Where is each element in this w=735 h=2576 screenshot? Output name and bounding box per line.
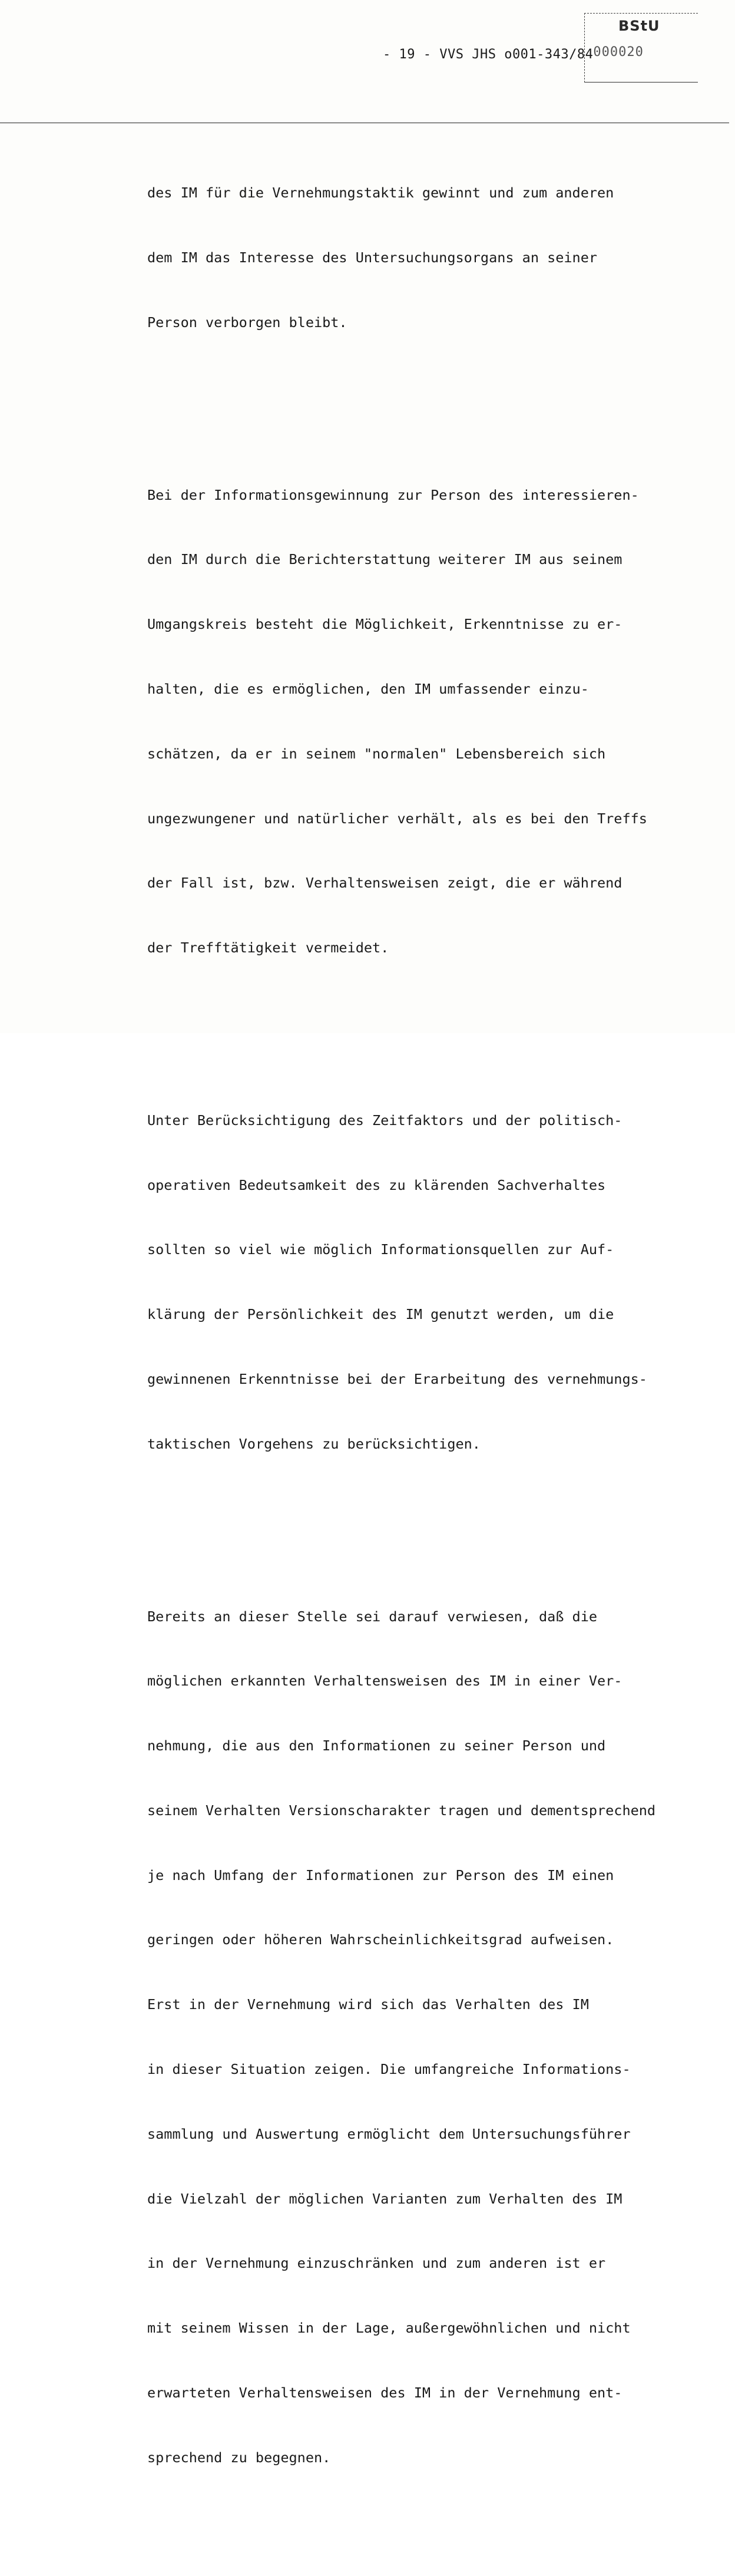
text-line: Erst in der Vernehmung wird sich das Verhalten des IM — [147, 1996, 589, 2013]
text-line: sprechend zu begegnen. — [147, 2449, 331, 2466]
body-text — [147, 96, 701, 2576]
archive-stamp-label: BStU — [618, 18, 660, 34]
document-reference: VVS JHS o001-343/84 — [439, 47, 594, 62]
page-header — [383, 47, 644, 62]
text-line: Bei der Informationsgewinnung zur Person des interessieren- — [147, 486, 639, 503]
text-line: ungezwungener und natürlicher verhält, als es bei den Treffs — [147, 810, 647, 827]
text-line: der Trefftätigkeit vermeidet. — [147, 939, 389, 956]
text-line: klärung der Persönlichkeit des IM genutzt werden, um die — [147, 1306, 614, 1323]
text-line: je nach Umfang der Informationen zur Person des IM einen — [147, 1866, 614, 1884]
paragraph-3 — [147, 1067, 701, 1498]
text-line: Unter Berücksichtigung des Zeitfaktors und der politisch- — [147, 1111, 623, 1129]
text-line: Person verborgen bleibt. — [147, 314, 347, 331]
text-line: in der Vernehmung einzuschränken und zum anderen ist er — [147, 2255, 606, 2272]
text-line: taktischen Vorgehens zu berücksichtigen. — [147, 1435, 481, 1452]
text-line: die Vielzahl der möglichen Varianten zum Verhalten des IM — [147, 2190, 623, 2207]
text-line: Umgangskreis besteht die Möglichkeit, Erkenntnisse zu er- — [147, 616, 623, 633]
text-line: der Fall ist, bzw. Verhaltensweisen zeigt, die er während — [147, 875, 623, 892]
text-line: den IM durch die Berichterstattung weiterer IM aus seinem — [147, 551, 623, 568]
text-line: dem IM das Interesse des Untersuchungsorgans an seiner — [147, 249, 598, 266]
text-line: operativen Bedeutsamkeit des zu klärenden Sachverhaltes — [147, 1176, 606, 1193]
text-line: mit seinem Wissen in der Lage, außergewöhnlichen und nicht — [147, 2320, 631, 2337]
text-line: sollten so viel wie möglich Informationsquellen zur Auf- — [147, 1241, 614, 1258]
page-number: - 19 - — [383, 47, 432, 62]
archive-page-number: 000020 — [593, 45, 644, 60]
text-line: des IM für die Vernehmungstaktik gewinnt und zum anderen — [147, 184, 614, 202]
text-line: gewinnenen Erkenntnisse bei der Erarbeitung des vernehmungs- — [147, 1371, 647, 1388]
text-line: schätzen, da er in seinem "normalen" Lebensbereich sich — [147, 745, 606, 762]
text-line: nehmung, die aus den Informationen zu seiner Person und — [147, 1737, 606, 1754]
text-line: erwarteten Verhaltensweisen des IM in der Vernehmung ent- — [147, 2384, 623, 2401]
paragraph-4 — [147, 1562, 701, 2511]
paragraph-1 — [147, 139, 701, 377]
text-line: möglichen erkannten Verhaltensweisen des IM in einer Ver- — [147, 1673, 623, 1690]
text-line: in dieser Situation zeigen. Die umfangreiche Informations- — [147, 2061, 631, 2078]
text-line: halten, die es ermöglichen, den IM umfassender einzu- — [147, 681, 589, 698]
text-line: seinem Verhalten Versionscharakter tragen und dementsprechend — [147, 1802, 656, 1819]
text-line: geringen oder höheren Wahrscheinlichkeitsgrad aufweisen. — [147, 1931, 614, 1948]
text-line: sammlung und Auswertung ermöglicht dem Untersuchungsführer — [147, 2125, 631, 2142]
paragraph-2 — [147, 441, 701, 1002]
text-line: Bereits an dieser Stelle sei darauf verwiesen, daß die — [147, 1608, 598, 1625]
